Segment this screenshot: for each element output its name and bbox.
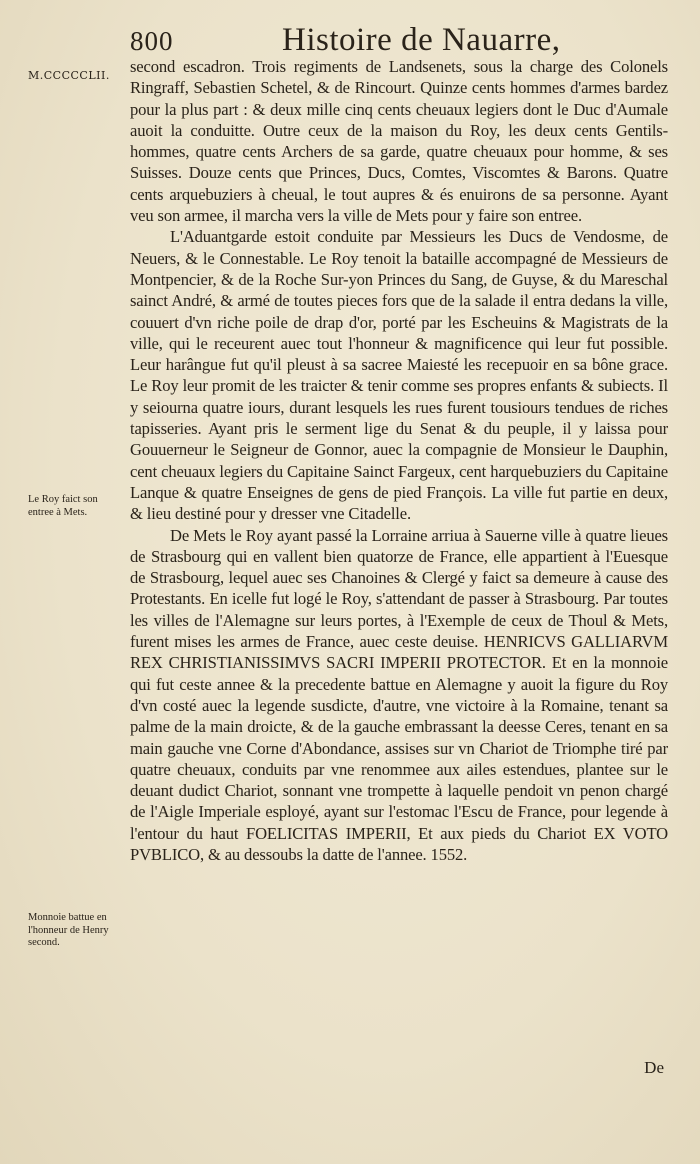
margin-note-entree: Le Roy faict son entree à Mets.	[28, 494, 98, 518]
paragraph-3: De Mets le Roy ayant passé la Lorraine arriua à Sauerne ville à quatre lieues de Strasbourg qui en vallent bien quatorze de France, elle appartient à l'Euesque de Strasbourg, lequel auec ses Chanoines & Clergé y faict sa demeure à cause des Protestants. En icelle fut logé le Roy, s'attendant de passer à Strasbourg. Par toutes les villes de l'Alemagne sur leurs portes, à l'Exemple de ceux de Thoul & Mets, furent mises les armes de France, auec ceste deuise. HENRICVS GALLIARVM REX CHRISTIANISSIMVS SACRI IMPERII PROTECTOR. Et en la monnoie qui fut ceste annee & la precedente battue en Alemagne y auoit la figure du Roy d'vn costé auec la legende susdicte, d'autre, vne victoire à la Romaine, tenant sa palme de la main droicte, & de la gauche embrassant la deesse Ceres, tenant en sa main gauche vne Corne d'Abondance, assises sur vn Chariot de Triomphe tiré par quatre cheuaux, conduits par vne renommee aux ailes estendues, plantee sur le deuant dudict Chariot, sonnant vne trompette à laquelle pendoit vn penon chargé de l'Aigle Imperiale esployé, ayant sur l'estomac l'Escu de France, pour legende à l'entour du haut FOELICITAS IMPERII, Et aux pieds du Chariot EX VOTO PVBLICO, & au dessoubs la datte de l'annee. 1552.	[130, 525, 668, 864]
running-title: Histoire de Nauarre,	[282, 22, 561, 58]
body-text	[130, 56, 668, 865]
year-margin-note: M.CCCCCLII.	[28, 69, 110, 82]
margin-note-monnoie: Monnoie battue en l'honneur de Henry second.	[28, 912, 109, 948]
paragraph-1: second escadron. Trois regiments de Landsenets, sous la charge des Colonels Ringraff, Sebastien Schetel, & de Rincourt. Quinze cents hommes d'armes bardez pour la plus part : & deux mille cinq cents cheuaux legiers dont le Duc d'Aumale auoit la conduitte. Outre ceux de la maison du Roy, les deux cents Gentils-hommes, quatre cents Archers de sa garde, quatre cheuaux pour homme, & ses Suisses. Douze cents que Princes, Ducs, Comtes, Viscomtes & Barons. Quatre cents arquebuziers à cheual, le tout aupres & és enuirons de sa personne. Ayant veu son armee, il marcha vers la ville de Mets pour y faire son entree.	[130, 57, 668, 226]
catchword: De	[644, 1058, 664, 1077]
paragraph-2: L'Aduantgarde estoit conduite par Messieurs les Ducs de Vendosme, de Neuers, & le Connestable. Le Roy tenoit la bataille accompagné de Messieurs de Montpencier, & de la Roche Sur-yon Princes du Sang, de Guyse, & du Mareschal sainct André, & armé de toutes pieces fors que de la salade il entra dedans la ville, couuert d'vn riche poile de drap d'or, porté par les Escheuins & Magistrats de la ville, qui le receurent auec tout l'honneur & magnificence qui leur fut possible. Leur harângue fut qu'il pleust à sa sacree Maiesté les recepuoir en sa bône grace. Le Roy leur promit de les traicter & tenir comme ses propres enfants & subiects. Il y seiourna quatre iours, durant lesquels les rues furent tousiours tendues de riches tapisseries. Ayant pris le serment lige du Senat & du peuple, il y laissa pour Gouuerneur le Seigneur de Gonnor, auec la compagnie de Monsieur le Dauphin, cent cheuaux legiers du Capitaine Sainct Fargeux, cent harquebuziers du Capitaine Lanque & quatre Enseignes de gens de pied François. La ville fut partie en deux, & lieu destiné pour y dresser vne Citadelle.	[130, 227, 668, 524]
page-number: 800	[130, 26, 174, 56]
